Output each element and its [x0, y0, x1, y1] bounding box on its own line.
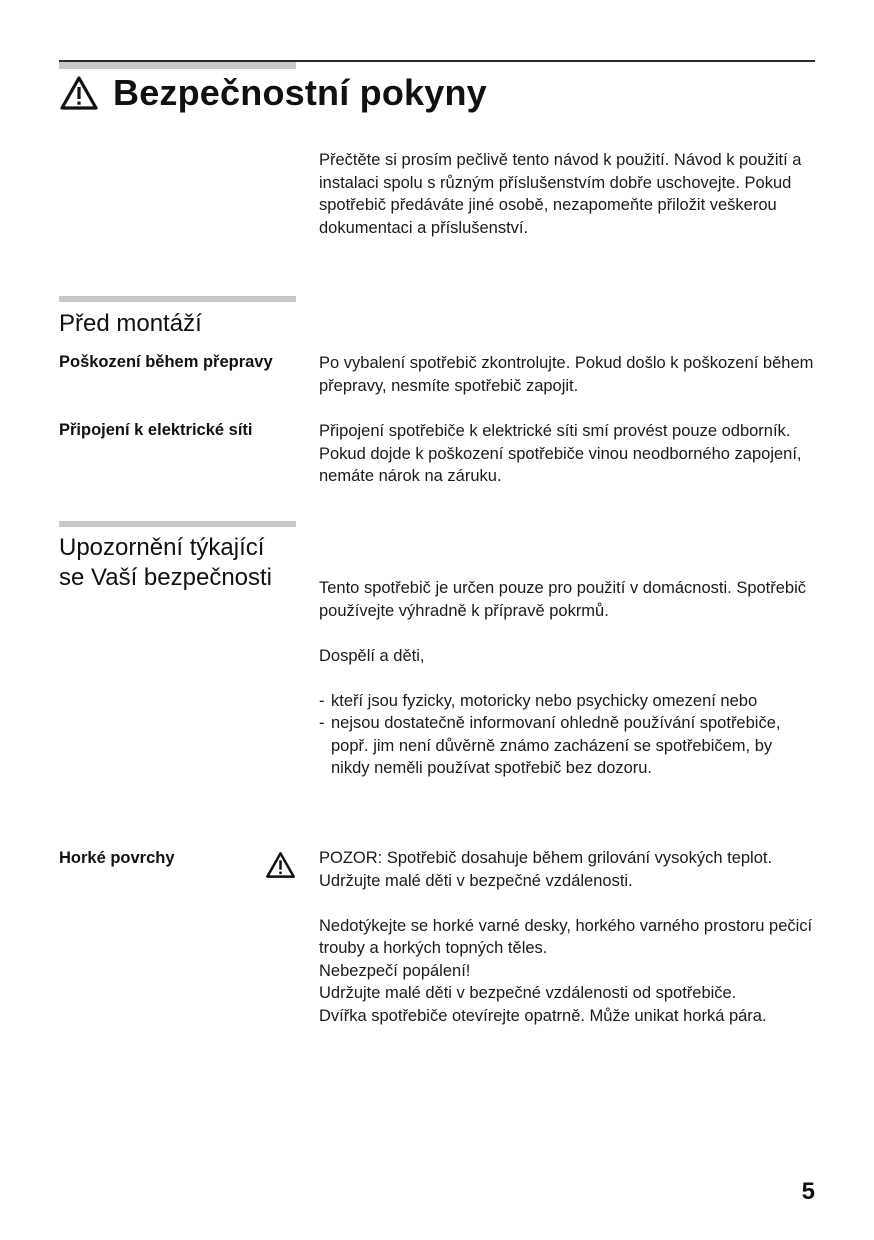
- safety-para-household: Tento spotřebič je určen pouze pro použití v domácnosti. Spotřebič používejte výhradně k přípravě pokrmů.: [319, 579, 807, 620]
- safety-bullet-list: [319, 690, 819, 780]
- hot-para-burn-hazard: Nebezpečí popálení!: [319, 961, 471, 980]
- bullet-text: kteří jsou fyzicky, motoricky nebo psychicky omezení nebo: [331, 691, 758, 710]
- label-transport-damage: Poškození během přepravy: [59, 353, 273, 371]
- section-heading-safety: [59, 533, 272, 593]
- section-heading-safety-line2: se Vaší bezpečnosti: [59, 564, 273, 591]
- bullet-marker: -: [319, 714, 325, 732]
- title-accent-bar: [59, 62, 296, 69]
- section-heading-before-installation: Před montáží: [59, 310, 202, 337]
- page-number: 5: [801, 1178, 815, 1205]
- list-item: [319, 712, 789, 780]
- hot-para-open-door: Dvířka spotřebiče otevírejte opatrně. Může unikat horká pára.: [319, 1006, 767, 1025]
- label-hot-surfaces: Horké povrchy: [59, 849, 175, 867]
- hot-para-do-not-touch: Nedotýkejte se horké varné desky, horkého varného prostoru pečicí trouby a horkých topných těles.: [319, 916, 813, 957]
- section-heading-safety-line1: Upozornění týkající: [59, 534, 265, 561]
- hot-para-keep-children: Udržujte malé děti v bezpečné vzdálenosti od spotřebiče.: [319, 984, 737, 1002]
- section-divider: [59, 521, 296, 527]
- intro-text: Přečtěte si prosím pečlivě tento návod k použití. Návod k použití a instalaci spolu s různým příslušenstvím dobře uschovejte. Pokud spotřebič předáváte jiné osobě, nezapomeňte přiložit veškerou dokumentaci a příslušenství.: [319, 151, 802, 237]
- warning-triangle-icon: [265, 851, 296, 884]
- safety-text: [319, 577, 819, 780]
- text-electrical-connection: Připojení spotřebiče k elektrické síti smí provést pouze odborník. Pokud dojde k poškození spotřebiče vinou neodborného zapojení, nemáte nárok na záruku.: [319, 422, 802, 485]
- hot-surfaces-text: [319, 847, 819, 1027]
- bullet-text: nejsou dostatečně informovaní ohledně používání spotřebiče, popř. jim není důvěrně známo zacházení se spotřebičem, by nikdy neměli používat spotřebič bez dozoru.: [331, 714, 781, 777]
- page-title-text: Bezpečnostní pokyny: [113, 72, 487, 113]
- warning-triangle-icon: [59, 75, 99, 111]
- bullet-marker: -: [319, 691, 325, 710]
- hot-para-warning: POZOR: Spotřebič dosahuje během grilování vysokých teplot. Udržujte malé děti v bezpečné vzdálenosti.: [319, 849, 773, 890]
- text-transport-damage: Po vybalení spotřebič zkontrolujte. Pokud došlo k poškození během přepravy, nesmíte spotřebič zapojit.: [319, 354, 814, 395]
- section-divider: [59, 296, 296, 302]
- list-item: [319, 690, 819, 713]
- page-title: [59, 72, 487, 114]
- safety-para-adults-children: Dospělí a děti,: [319, 646, 425, 665]
- label-electrical-connection: Připojení k elektrické síti: [59, 421, 253, 439]
